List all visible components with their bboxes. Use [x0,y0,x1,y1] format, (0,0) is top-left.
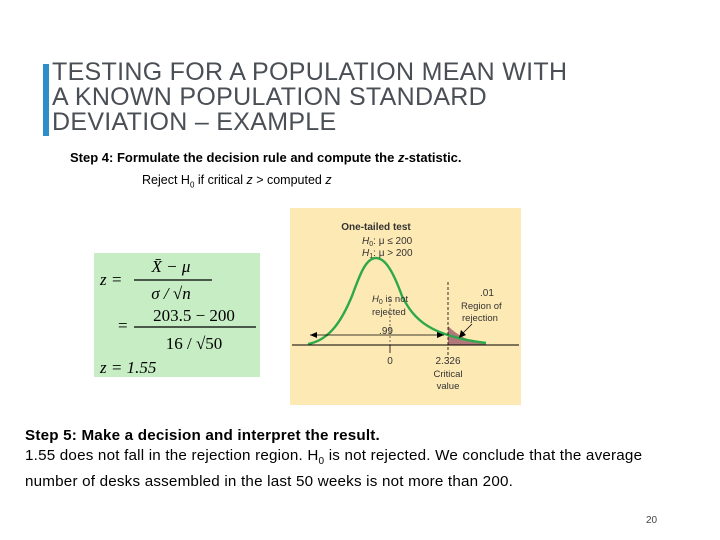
formula-line1-lhs: z = [100,270,123,289]
title-line-2: A KNOWN POPULATION STANDARD [52,83,488,111]
decision-rule [142,173,332,190]
formula-line2-equals: = [118,316,128,335]
critical-label-1: Critical [433,369,463,380]
title-accent-bar [43,64,49,136]
formula-line2-denominator: 16 / √50 [165,334,223,353]
axis-zero-label: 0 [387,356,393,367]
non-rejection-probability: .99 [379,326,393,337]
rejection-label-2: rejection [462,313,498,324]
title-line-1: TESTING FOR A POPULATION MEAN WITH [52,58,568,86]
rule-z1: z [246,173,253,187]
z-statistic-formula [94,253,260,377]
formula-line1-numerator: X̄ − μ [151,257,191,276]
step5-body-sub: 0 [318,456,325,468]
rejection-label-1: Region of [461,301,502,312]
step5-body-1: 1.55 does not fall in the rejection region. H [25,447,319,464]
rule-z2: z [325,173,332,187]
alternative-hypothesis: $H_1$: μ > 200 [362,248,413,260]
step4-suffix: -statistic. [404,150,462,165]
page-number: 20 [646,515,658,526]
one-tailed-test-figure [290,208,521,405]
step4-heading [70,150,462,165]
not-rejected-label-2: rejected [372,307,406,318]
step4-z: z [397,150,405,165]
step5-body-2: is not rejected. We conclude that the average number of desks assembled in the last 50 weeks is not more than 200. [25,447,643,491]
rule-text-1: Reject H [142,173,190,187]
title-line-3: DEVIATION – EXAMPLE [52,108,337,136]
step5-heading: Step 5: Make a decision and interpret the result. [25,427,380,444]
null-hypothesis: $H_0$: μ ≤ 200 [362,236,413,248]
formula-result: z = 1.55 [100,358,157,377]
rule-text-3: > computed [252,173,326,187]
step4-prefix: Step 4: Formulate the decision rule and compute the [70,150,398,165]
rejection-probability: .01 [480,288,494,299]
critical-label-2: value [436,381,460,392]
rule-sub: 0 [189,180,195,190]
slide-title [52,60,692,135]
figure-heading: One-tailed test [341,222,411,233]
not-rejected-label-1: $H_0$ is not [372,294,409,306]
step5-block [25,426,695,492]
rule-text-2: if critical [194,173,247,187]
formula-line1-denominator: σ / √n [151,284,191,303]
formula-line2-numerator: 203.5 − 200 [153,306,235,325]
critical-z-label: 2.326 [435,356,461,367]
